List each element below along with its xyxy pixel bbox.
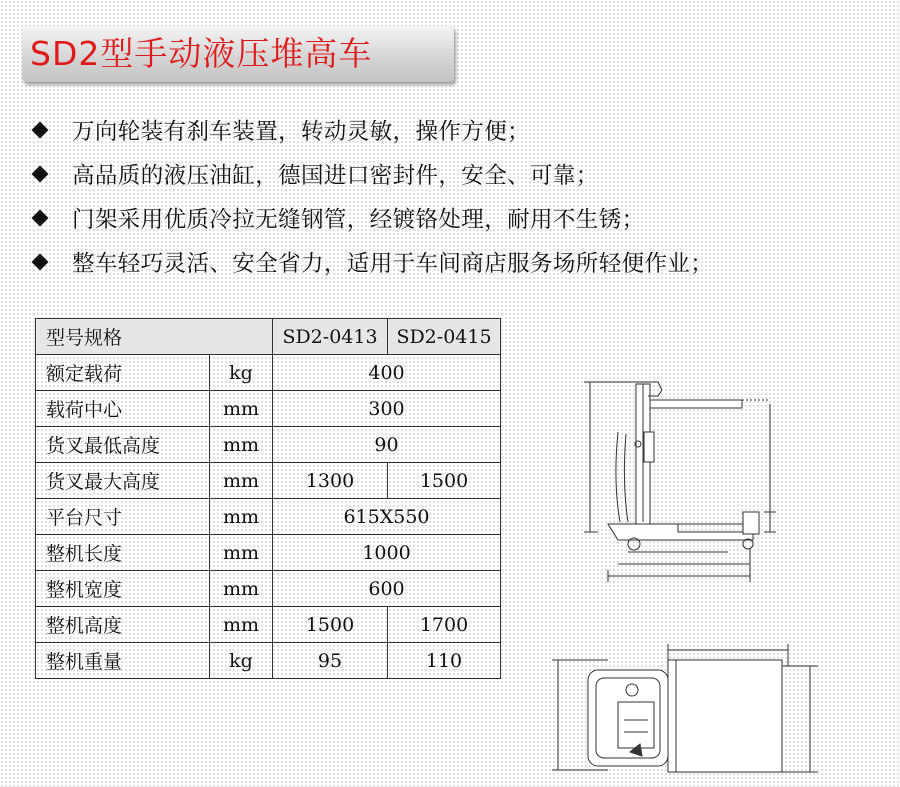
row-name: 整机高度 (36, 607, 210, 643)
table-row (36, 391, 501, 427)
row-unit: mm (210, 571, 273, 607)
diamond-bullet-icon (32, 122, 49, 139)
row-name: 货叉最大高度 (36, 463, 210, 499)
side-view-drawing (578, 372, 778, 587)
list-item (28, 196, 713, 240)
row-name: 额定载荷 (36, 355, 210, 391)
row-value-a: 1300 (273, 463, 388, 499)
row-value: 615X550 (273, 499, 501, 535)
row-name: 货叉最低高度 (36, 427, 210, 463)
spec-table (35, 318, 501, 679)
row-name: 整机重量 (36, 643, 210, 679)
row-unit: mm (210, 607, 273, 643)
row-name: 平台尺寸 (36, 499, 210, 535)
row-name: 整机长度 (36, 535, 210, 571)
row-unit: mm (210, 463, 273, 499)
row-unit: kg (210, 643, 273, 679)
top-view-drawing (548, 640, 830, 780)
list-item (28, 240, 713, 284)
table-row (36, 427, 501, 463)
row-unit: kg (210, 355, 273, 391)
row-value: 300 (273, 391, 501, 427)
feature-text: 高品质的液压油缸，德国进口密封件，安全、可靠； (72, 163, 599, 189)
diamond-bullet-icon (32, 166, 49, 183)
list-item (28, 108, 713, 152)
row-value: 400 (273, 355, 501, 391)
feature-text: 门架采用优质冷拉无缝钢管，经镀铬处理，耐用不生锈； (72, 207, 645, 233)
feature-text: 万向轮装有刹车装置，转动灵敏，操作方便； (72, 119, 531, 145)
page-title: SD2型手动液压堆高车 (30, 34, 373, 73)
table-row (36, 499, 501, 535)
row-unit: mm (210, 535, 273, 571)
row-name: 载荷中心 (36, 391, 210, 427)
row-value-b: 110 (388, 643, 501, 679)
header-model-a: SD2-0413 (273, 319, 388, 355)
table-row (36, 607, 501, 643)
row-unit: mm (210, 499, 273, 535)
diamond-bullet-icon (32, 210, 49, 227)
diamond-bullet-icon (32, 254, 49, 271)
table-row (36, 643, 501, 679)
row-name: 整机宽度 (36, 571, 210, 607)
table-row (36, 463, 501, 499)
table-row (36, 571, 501, 607)
row-value: 1000 (273, 535, 501, 571)
row-unit: mm (210, 391, 273, 427)
row-value: 600 (273, 571, 501, 607)
feature-list (28, 108, 713, 284)
feature-text: 整车轻巧灵活、安全省力，适用于车间商店服务场所轻便作业； (72, 251, 714, 277)
row-value-b: 1700 (388, 607, 501, 643)
table-row (36, 535, 501, 571)
table-header-row (36, 319, 501, 355)
row-value-b: 1500 (388, 463, 501, 499)
row-unit: mm (210, 427, 273, 463)
list-item (28, 152, 713, 196)
row-value-a: 1500 (273, 607, 388, 643)
header-model-b: SD2-0415 (388, 319, 501, 355)
header-label: 型号规格 (36, 319, 273, 355)
row-value: 90 (273, 427, 501, 463)
table-row (36, 355, 501, 391)
row-value-a: 95 (273, 643, 388, 679)
